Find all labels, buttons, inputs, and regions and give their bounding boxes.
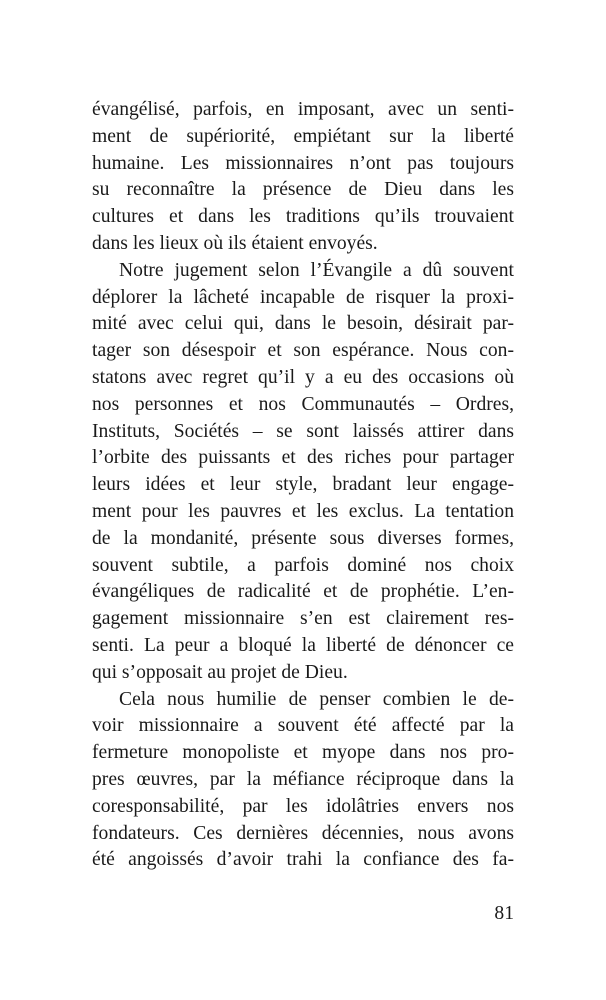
text-line: Notre jugement selon l’Évangile a dû souvent [119, 259, 514, 281]
text-line: su reconnaître la présence de Dieu dans les [92, 179, 514, 201]
text-line: ment de supériorité, empiétant sur la liberté [92, 125, 514, 147]
text-line: voir missionnaire a souvent été affecté par la [92, 715, 514, 737]
text-line: fondateurs. Ces dernières décennies, nous avons [92, 822, 514, 844]
text-line: coresponsabilité, par les idolâtries envers nos [92, 795, 514, 817]
text-line: Cela nous humilie de penser combien le de- [119, 688, 514, 710]
text-line: gagement missionnaire s’en est clairement res- [92, 608, 514, 630]
text-line: humaine. Les missionnaires n’ont pas toujours [92, 152, 514, 174]
text-line: été angoissés d’avoir trahi la confiance des fa- [92, 849, 514, 871]
text-line: évangéliques de radicalité et de prophétie. L’en- [92, 581, 514, 603]
text-line: fermeture monopoliste et myope dans nos pro- [92, 742, 514, 764]
text-line: souvent subtile, a parfois dominé nos choix [92, 554, 514, 576]
text-line: cultures et dans les traditions qu’ils trouvaient [92, 206, 514, 228]
text-line: qui s’opposait au projet de Dieu. [92, 661, 348, 683]
text-line: nos personnes et nos Communautés – Ordres, [92, 393, 514, 415]
text-line: pres œuvres, par la méfiance réciproque dans la [92, 768, 514, 790]
text-line: évangélisé, parfois, en imposant, avec un senti- [92, 99, 514, 120]
text-line: mité avec celui qui, dans le besoin, désirait par- [92, 313, 514, 335]
text-line: ment pour les pauvres et les exclus. La tentation [92, 500, 514, 522]
text-line: dans les lieux où ils étaient envoyés. [92, 232, 378, 254]
page-number: 81 [494, 903, 514, 924]
body-text [92, 97, 514, 874]
text-line: déplorer la lâcheté incapable de risquer la proxi- [92, 286, 514, 308]
text-line: statons avec regret qu’il y a eu des occasions où [92, 366, 514, 388]
text-line: senti. La peur a bloqué la liberté de dénoncer ce [92, 634, 514, 656]
text-line: l’orbite des puissants et des riches pour partager [92, 447, 514, 469]
text-line: de la mondanité, présente sous diverses formes, [92, 527, 514, 549]
text-line: leurs idées et leur style, bradant leur engage- [92, 474, 514, 496]
text-line: Instituts, Sociétés – se sont laissés attirer dans [92, 420, 514, 442]
text-line: tager son désespoir et son espérance. Nous con- [92, 340, 514, 362]
